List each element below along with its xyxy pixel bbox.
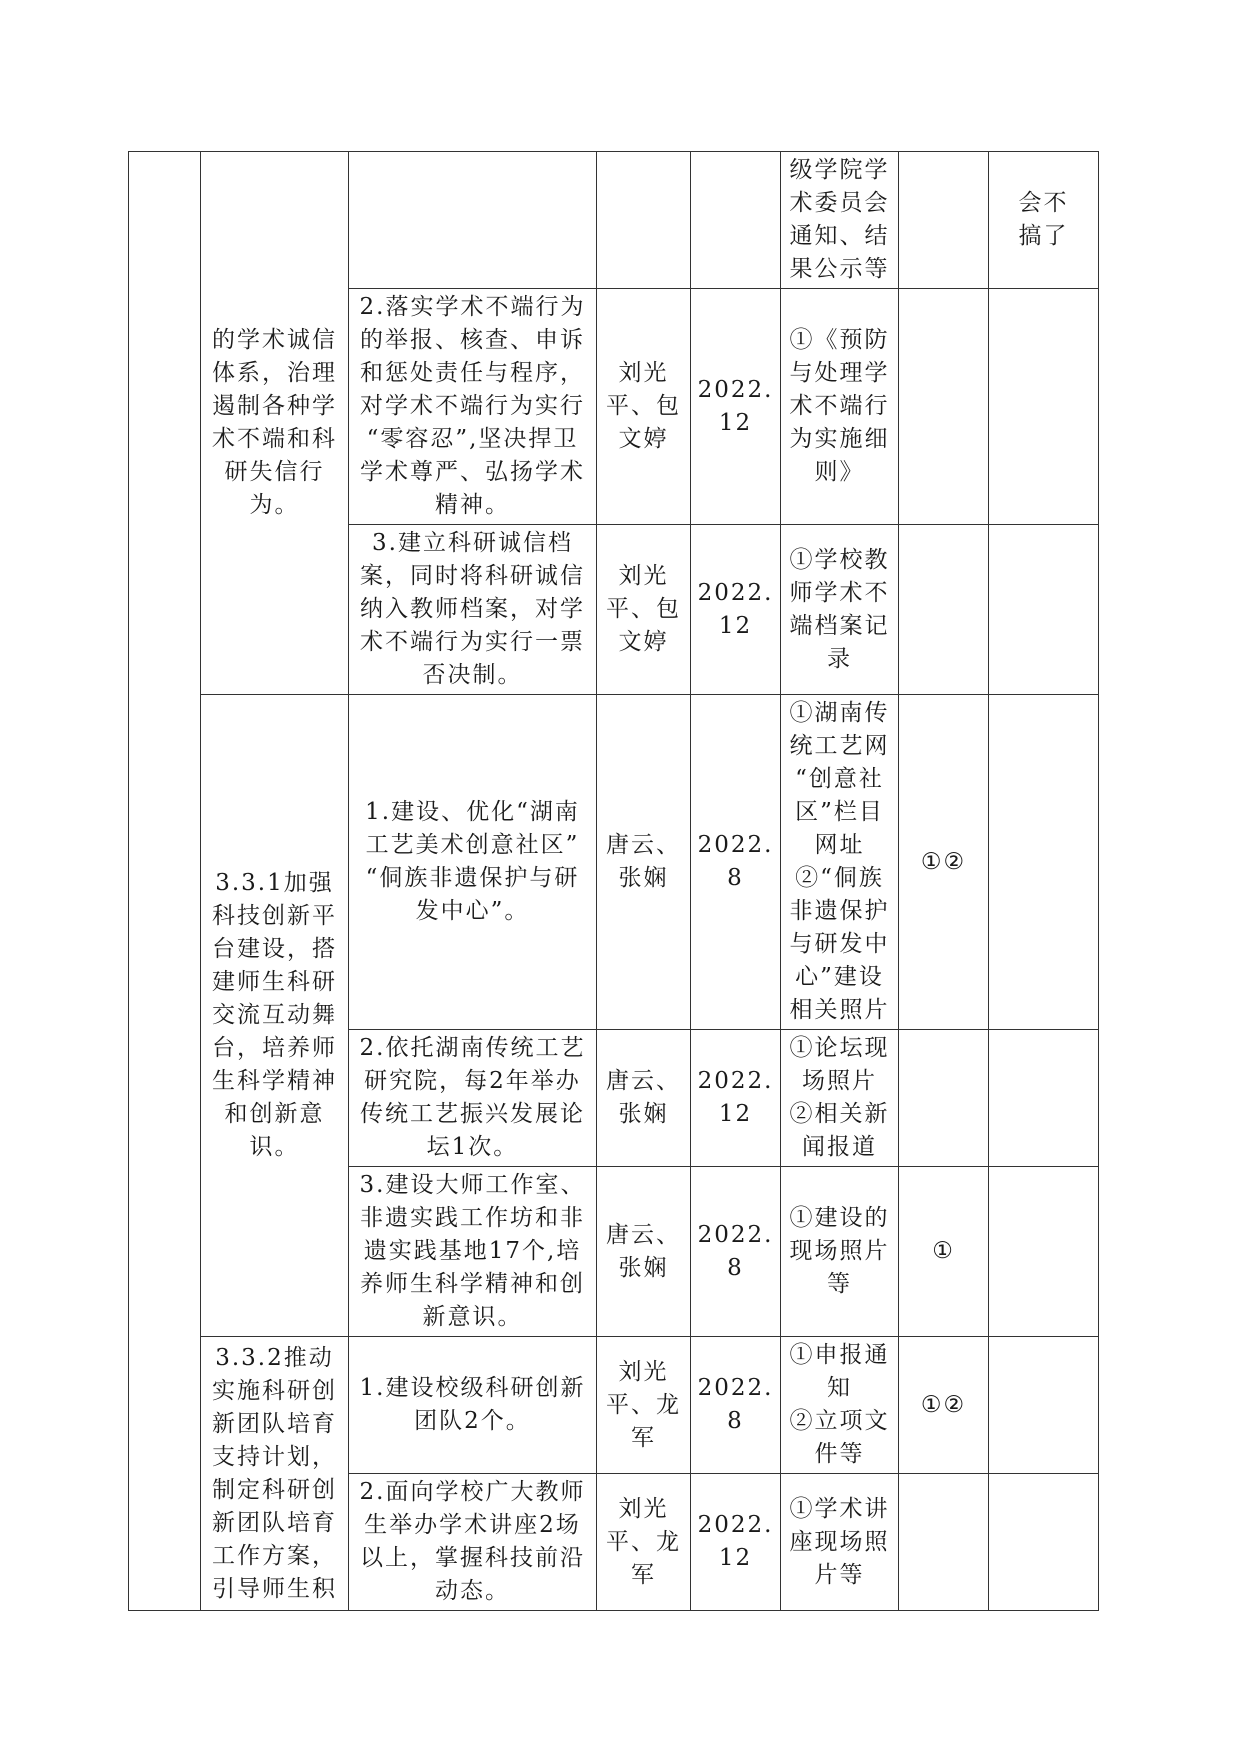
note-cell (989, 1474, 1099, 1611)
marks-cell (899, 152, 989, 289)
task-cell: 1.建设校级科研创新 团队2个。 (349, 1337, 597, 1474)
date-cell: 2022. 8 (691, 1337, 781, 1474)
task-cell: 3.建立科研诚信档 案，同时将科研诚信 纳入教师档案，对学 术不端行为实行一票 否决制。 (349, 525, 597, 695)
task-cell: 2.面向学校广大教师 生举办学术讲座2场 以上，掌握科技前沿 动态。 (349, 1474, 597, 1611)
person-cell: 唐云、 张娴 (597, 695, 691, 1030)
note-cell (989, 289, 1099, 525)
evidence-cell: 级学院学 术委员会 通知、结 果公示等 (781, 152, 899, 289)
person-cell: 唐云、 张娴 (597, 1167, 691, 1337)
task-cell (349, 152, 597, 289)
person-cell: 刘光 平、包 文婷 (597, 289, 691, 525)
table-row (129, 695, 1099, 1030)
evidence-cell: ①学术讲 座现场照 片等 (781, 1474, 899, 1611)
person-cell: 唐云、 张娴 (597, 1030, 691, 1167)
date-cell: 2022. 8 (691, 695, 781, 1030)
task-cell: 1.建设、优化“湖南 工艺美术创意社区” “侗族非遗保护与研 发中心”。 (349, 695, 597, 1030)
goal-cell: 3.3.2推动 实施科研创 新团队培育 支持计划， 制定科研创 新团队培育 工作方案， 引导师生积 (201, 1337, 349, 1611)
date-cell: 2022. 12 (691, 289, 781, 525)
date-cell: 2022. 12 (691, 1030, 781, 1167)
task-cell: 2.落实学术不端行为 的举报、核查、申诉 和惩处责任与程序， 对学术不端行为实行 “零容忍”,坚决捍卫 学术尊严、弘扬学术 精神。 (349, 289, 597, 525)
goal-cell: 3.3.1加强 科技创新平 台建设，搭 建师生科研 交流互动舞 台，培养师 生科学精神 和创新意 识。 (201, 695, 349, 1337)
category-cell (129, 152, 201, 1611)
task-cell: 3.建设大师工作室、 非遗实践工作坊和非 遗实践基地17个,培 养师生科学精神和创 新意识。 (349, 1167, 597, 1337)
person-cell (597, 152, 691, 289)
date-cell (691, 152, 781, 289)
person-cell: 刘光 平、包 文婷 (597, 525, 691, 695)
evidence-cell: ①论坛现 场照片 ②相关新 闻报道 (781, 1030, 899, 1167)
plan-table (128, 151, 1099, 1611)
table-row (129, 152, 1099, 289)
marks-cell: ① (899, 1167, 989, 1337)
date-cell: 2022. 12 (691, 1474, 781, 1611)
evidence-cell: ①学校教 师学术不 端档案记 录 (781, 525, 899, 695)
evidence-cell: ①《预防 与处理学 术不端行 为实施细 则》 (781, 289, 899, 525)
task-cell: 2.依托湖南传统工艺 研究院，每2年举办 传统工艺振兴发展论 坛1次。 (349, 1030, 597, 1167)
table-row (129, 1337, 1099, 1474)
note-cell (989, 695, 1099, 1030)
note-cell (989, 525, 1099, 695)
evidence-cell: ①申报通 知 ②立项文 件等 (781, 1337, 899, 1474)
marks-cell (899, 289, 989, 525)
marks-cell (899, 525, 989, 695)
date-cell: 2022. 8 (691, 1167, 781, 1337)
person-cell: 刘光 平、龙 军 (597, 1337, 691, 1474)
note-cell: 会不 搞了 (989, 152, 1099, 289)
note-cell (989, 1337, 1099, 1474)
date-cell: 2022. 12 (691, 525, 781, 695)
person-cell: 刘光 平、龙 军 (597, 1474, 691, 1611)
marks-cell: ①② (899, 695, 989, 1030)
marks-cell (899, 1474, 989, 1611)
marks-cell (899, 1030, 989, 1167)
evidence-cell: ①建设的 现场照片 等 (781, 1167, 899, 1337)
marks-cell: ①② (899, 1337, 989, 1474)
evidence-cell: ①湖南传 统工艺网 “创意社 区”栏目 网址 ②“侗族 非遗保护 与研发中 心”建设 相关照片 (781, 695, 899, 1030)
goal-cell: 的学术诚信 体系，治理 遏制各种学 术不端和科 研失信行 为。 (201, 152, 349, 695)
note-cell (989, 1030, 1099, 1167)
note-cell (989, 1167, 1099, 1337)
